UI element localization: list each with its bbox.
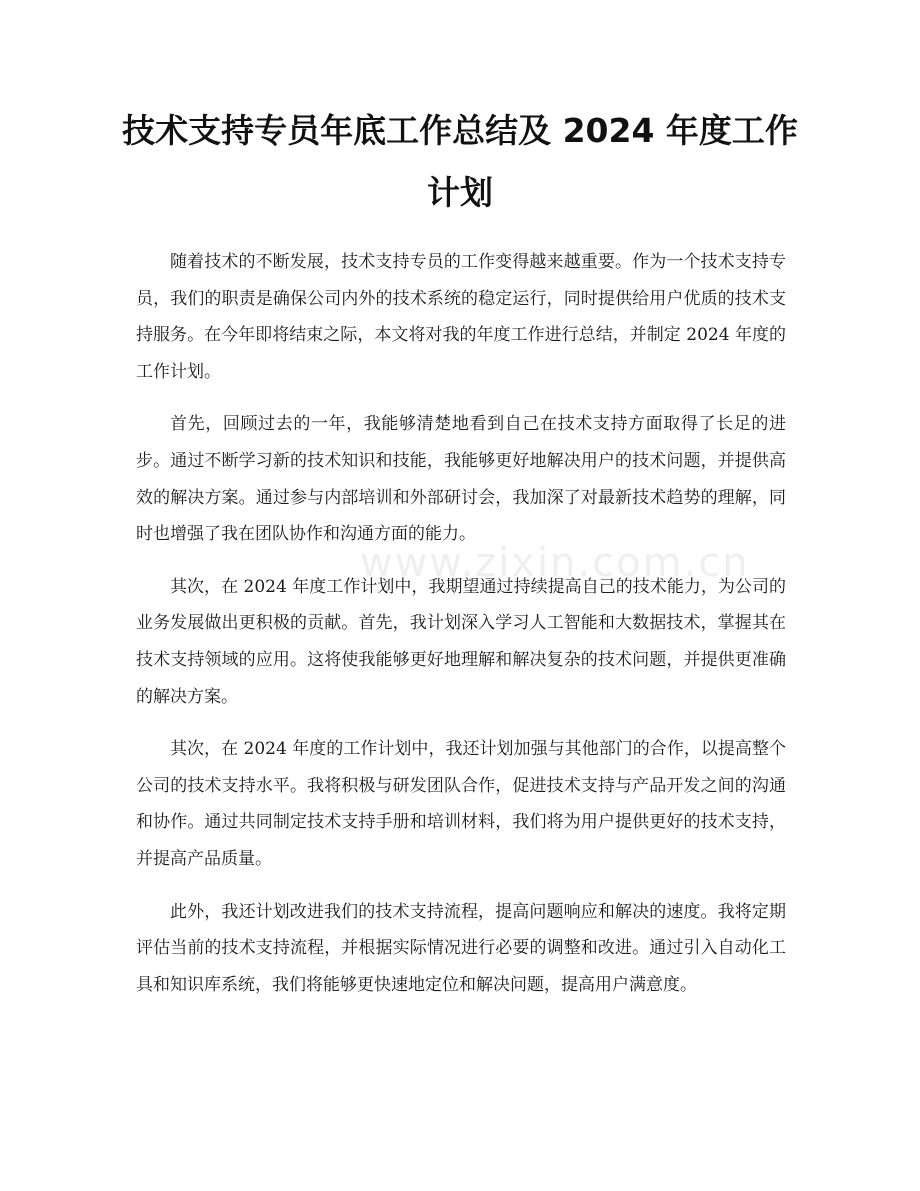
paragraph-plan-process: 此外，我还计划改进我们的技术支持流程，提高问题响应和解决的速度。我将定期评估当前的技术支持流程，并根据实际情况进行必要的调整和改进。通过引入自动化工具和知识库系统，我们将能够更快速地定位和解决问题，提高用户满意度。 [136, 901, 786, 995]
watermark: www.zixin.com.cn [360, 540, 750, 586]
document-title: 技术支持专员年底工作总结及 2024 年度工作计划 [122, 111, 798, 212]
paragraph-plan-collaboration: 其次，在 2024 年度的工作计划中，我还计划加强与其他部门的合作，以提高整个公司的技术支持水平。我将积极与研发团队合作，促进技术支持与产品开发之间的沟通和协作。通过共同制定技术支持手册和培训材料，我们将为用户提供更好的技术支持，并提高产品质量。 [136, 739, 786, 869]
paragraph-plan-skills: 其次，在 2024 年度工作计划中，我期望通过持续提高自己的技术能力，为公司的业务发展做出更积极的贡献。首先，我计划深入学习人工智能和大数据技术，掌握其在技术支持领域的应用。这将使我能够更好地理解和解决复杂的技术问题，并提供更准确的解决方案。 [136, 576, 786, 707]
paragraph-review: 首先，回顾过去的一年，我能够清楚地看到自己在技术支持方面取得了长足的进步。通过不断学习新的技术知识和技能，我能够更好地解决用户的技术问题，并提供高效的解决方案。通过参与内部培训和外部研讨会，我加深了对最新技术趋势的理解，同时也增强了我在团队协作和沟通方面的能力。 [136, 414, 786, 545]
document-body [136, 244, 786, 1019]
paragraph-intro: 随着技术的不断发展，技术支持专员的工作变得越来越重要。作为一个技术支持专员，我们的职责是确保公司内外的技术系统的稳定运行，同时提供给用户优质的技术支持服务。在今年即将结束之际，本文将对我的年度工作进行总结，并制定 2024 年度的工作计划。 [136, 252, 786, 382]
